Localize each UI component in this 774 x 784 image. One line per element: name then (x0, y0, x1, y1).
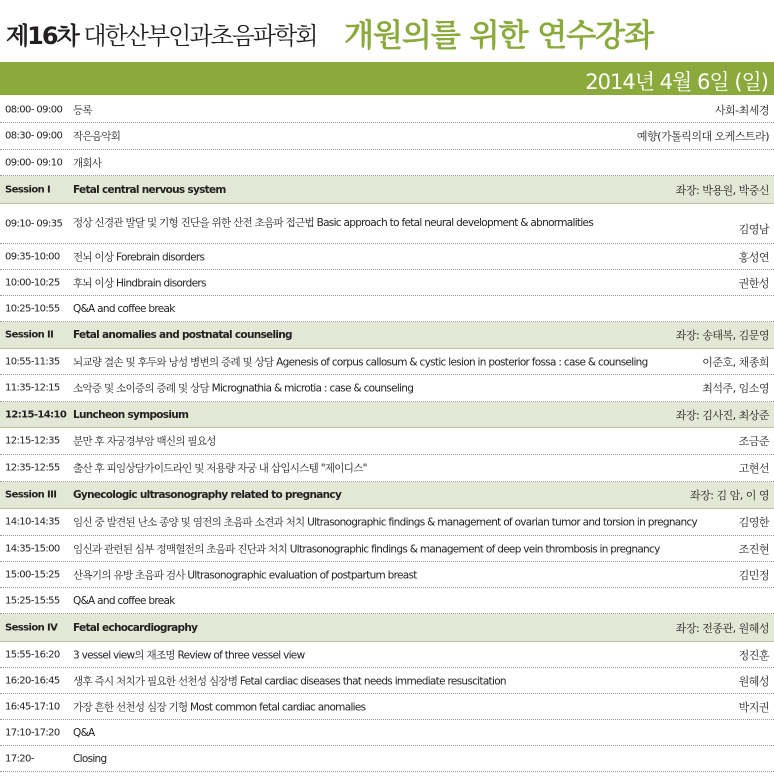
speaker-cell: 박지권 (738, 700, 769, 714)
organization-title (6, 16, 316, 51)
time-cell: 12:15-14:10 (5, 409, 67, 420)
session-header-row (0, 614, 774, 642)
topic-cell: 3 vessel view의 재조명 Review of three vessel view (73, 649, 305, 661)
topic-cell: Gynecologic ultrasonography related to pregnancy (73, 489, 342, 501)
schedule-row (0, 428, 774, 455)
speaker-cell: 정진훈 (738, 648, 769, 662)
speaker-cell: 최석주, 임소영 (702, 382, 769, 395)
speaker-cell: 권한성 (738, 276, 769, 290)
schedule-row (0, 150, 774, 176)
topic-cell: 정상 신경관 발달 및 기형 진단을 위한 산전 초음파 접근법 Basic approach to fetal neural development & abnormalities (73, 217, 594, 229)
event-date: 2014년 4월 6일 (일) (585, 70, 768, 94)
course-title: 개원의를 위한 연수강좌 (344, 18, 654, 54)
schedule-row (0, 97, 774, 123)
topic-cell: 후뇌 이상 Hindbrain disorders (73, 277, 206, 289)
schedule-row (0, 642, 774, 668)
topic-cell: 뇌교량 결손 및 후두와 낭성 병변의 증례 및 상담 Agenesis of corpus callosum & cystic lesion in posterior fossa : case & counseling (73, 356, 648, 368)
time-cell: 14:10-14:35 (5, 516, 60, 528)
speaker-cell: 사회-최세경 (714, 103, 769, 117)
schedule-row (0, 720, 774, 746)
session-header-row (0, 322, 774, 349)
schedule-row (0, 204, 774, 244)
speaker-cell: 조금준 (738, 435, 769, 448)
schedule-row (0, 536, 774, 562)
topic-cell: 전뇌 이상 Forebrain disorders (73, 251, 205, 263)
topic-cell: Q&A (73, 726, 95, 739)
schedule-row (0, 588, 774, 614)
time-cell: 11:35-12:15 (5, 382, 60, 394)
time-cell: 17:10-17:20 (5, 727, 60, 738)
time-cell: 08:30- 09:00 (5, 130, 63, 142)
speaker-cell: 원혜성 (738, 674, 769, 688)
speaker-cell: 조진현 (738, 542, 769, 556)
topic-cell: Fetal anomalies and postnatal counseling (73, 329, 292, 341)
time-cell: Session III (5, 489, 57, 501)
session-header-row (0, 402, 774, 428)
schedule-row (0, 375, 774, 402)
schedule-row (0, 746, 774, 772)
time-cell: 10:25-10:55 (5, 303, 60, 314)
schedule-row (0, 668, 774, 694)
speaker-cell: 김영남 (738, 223, 769, 236)
speaker-cell: 좌장: 박용원, 박중신 (675, 183, 769, 197)
topic-cell: 생후 즉시 처치가 필요한 선천성 심장병 Fetal cardiac diseases that needs immediate resuscitation (73, 675, 506, 687)
topic-cell: Fetal central nervous system (73, 183, 226, 196)
session-number: 제16차 (6, 22, 78, 50)
date-bar (0, 62, 774, 95)
time-cell: 15:55-16:20 (5, 649, 60, 660)
topic-cell: 임신 중 발견된 난소 종양 및 염전의 초음파 소견과 처치 Ultrasonographic findings & management of ovarian tumor and torsion in pregnancy (73, 516, 698, 529)
speaker-cell: 김영한 (738, 516, 769, 529)
speaker-cell: 홍성연 (738, 250, 769, 264)
schedule-row (0, 509, 774, 536)
topic-cell: 분만 후 자궁경부암 백신의 필요성 (73, 435, 216, 448)
schedule-row (0, 296, 774, 322)
topic-cell: Q&A and coffee break (73, 594, 175, 607)
schedule-row (0, 349, 774, 375)
speaker-cell: 좌장: 김 암, 이 영 (690, 489, 769, 502)
time-cell: 08:00- 09:00 (5, 104, 63, 115)
time-cell: 10:55-11:35 (5, 356, 60, 367)
session-header-row (0, 482, 774, 509)
speaker-cell: 좌장: 전종관, 원혜성 (675, 621, 769, 635)
time-cell: 09:00- 09:10 (5, 157, 63, 168)
schedule-row (0, 562, 774, 588)
schedule-row (0, 123, 774, 150)
schedule-row (0, 455, 774, 482)
schedule-table (0, 97, 774, 772)
topic-cell: 개회사 (73, 157, 102, 169)
time-cell: 10:00-10:25 (5, 277, 60, 288)
time-cell: 14:35-15:00 (5, 543, 60, 554)
speaker-cell: 고현선 (738, 462, 769, 475)
time-cell: Session IV (5, 622, 58, 633)
topic-cell: 출산 후 피임상담가이드라인 및 저용량 자궁 내 삽입시스템 "제이디스" (73, 462, 367, 475)
time-cell: 12:35-12:55 (5, 462, 60, 474)
time-cell: 17:20- (5, 753, 34, 764)
time-cell: 15:25-15:55 (5, 595, 60, 606)
topic-cell: 소악증 및 소이증의 증례 및 상담 Micrognathia & microtia : case & counseling (73, 382, 414, 395)
topic-cell: 가장 흔한 선천성 심장 기형 Most common fetal cardiac anomalies (73, 701, 366, 713)
topic-cell: Q&A and coffee break (73, 302, 175, 315)
topic-cell: 등록 (73, 104, 92, 116)
time-cell: Session I (5, 184, 51, 195)
page-header (0, 0, 774, 62)
time-cell: 16:20-16:45 (5, 675, 60, 686)
speaker-cell: 좌장: 송태복, 김문영 (675, 329, 769, 342)
schedule-row (0, 694, 774, 720)
schedule-row (0, 270, 774, 296)
speaker-cell: 좌장: 김사진, 최상준 (675, 408, 769, 422)
topic-cell: 작은음악회 (73, 130, 121, 143)
time-cell: 12:15-12:35 (5, 435, 60, 447)
topic-cell: Fetal echocardiography (73, 621, 198, 634)
time-cell: 09:35-10:00 (5, 251, 60, 262)
topic-cell: Closing (73, 752, 107, 765)
topic-cell: 산욕기의 유방 초음파 검사 Ultrasonographic evaluation of postpartum breast (73, 569, 417, 581)
time-cell: 16:45-17:10 (5, 701, 60, 712)
session-header-row (0, 176, 774, 204)
schedule-row (0, 244, 774, 270)
topic-cell: Luncheon symposium (73, 408, 189, 421)
time-cell: 15:00-15:25 (5, 569, 60, 580)
topic-cell: 임신과 관련된 심부 정맥혈전의 초음파 진단과 처치 Ultrasonographic findings & management of deep vein thrombosis in pregnancy (73, 543, 660, 555)
speaker-cell: 이준호, 채종희 (702, 355, 769, 369)
organization-name: 대한산부인과초음파학회 (83, 22, 317, 50)
time-cell: Session II (5, 329, 54, 341)
speaker-cell: 김민정 (738, 568, 769, 582)
speaker-cell: 예향(가톨릭의대 오케스트라) (636, 130, 769, 143)
time-cell: 09:10- 09:35 (5, 218, 63, 229)
